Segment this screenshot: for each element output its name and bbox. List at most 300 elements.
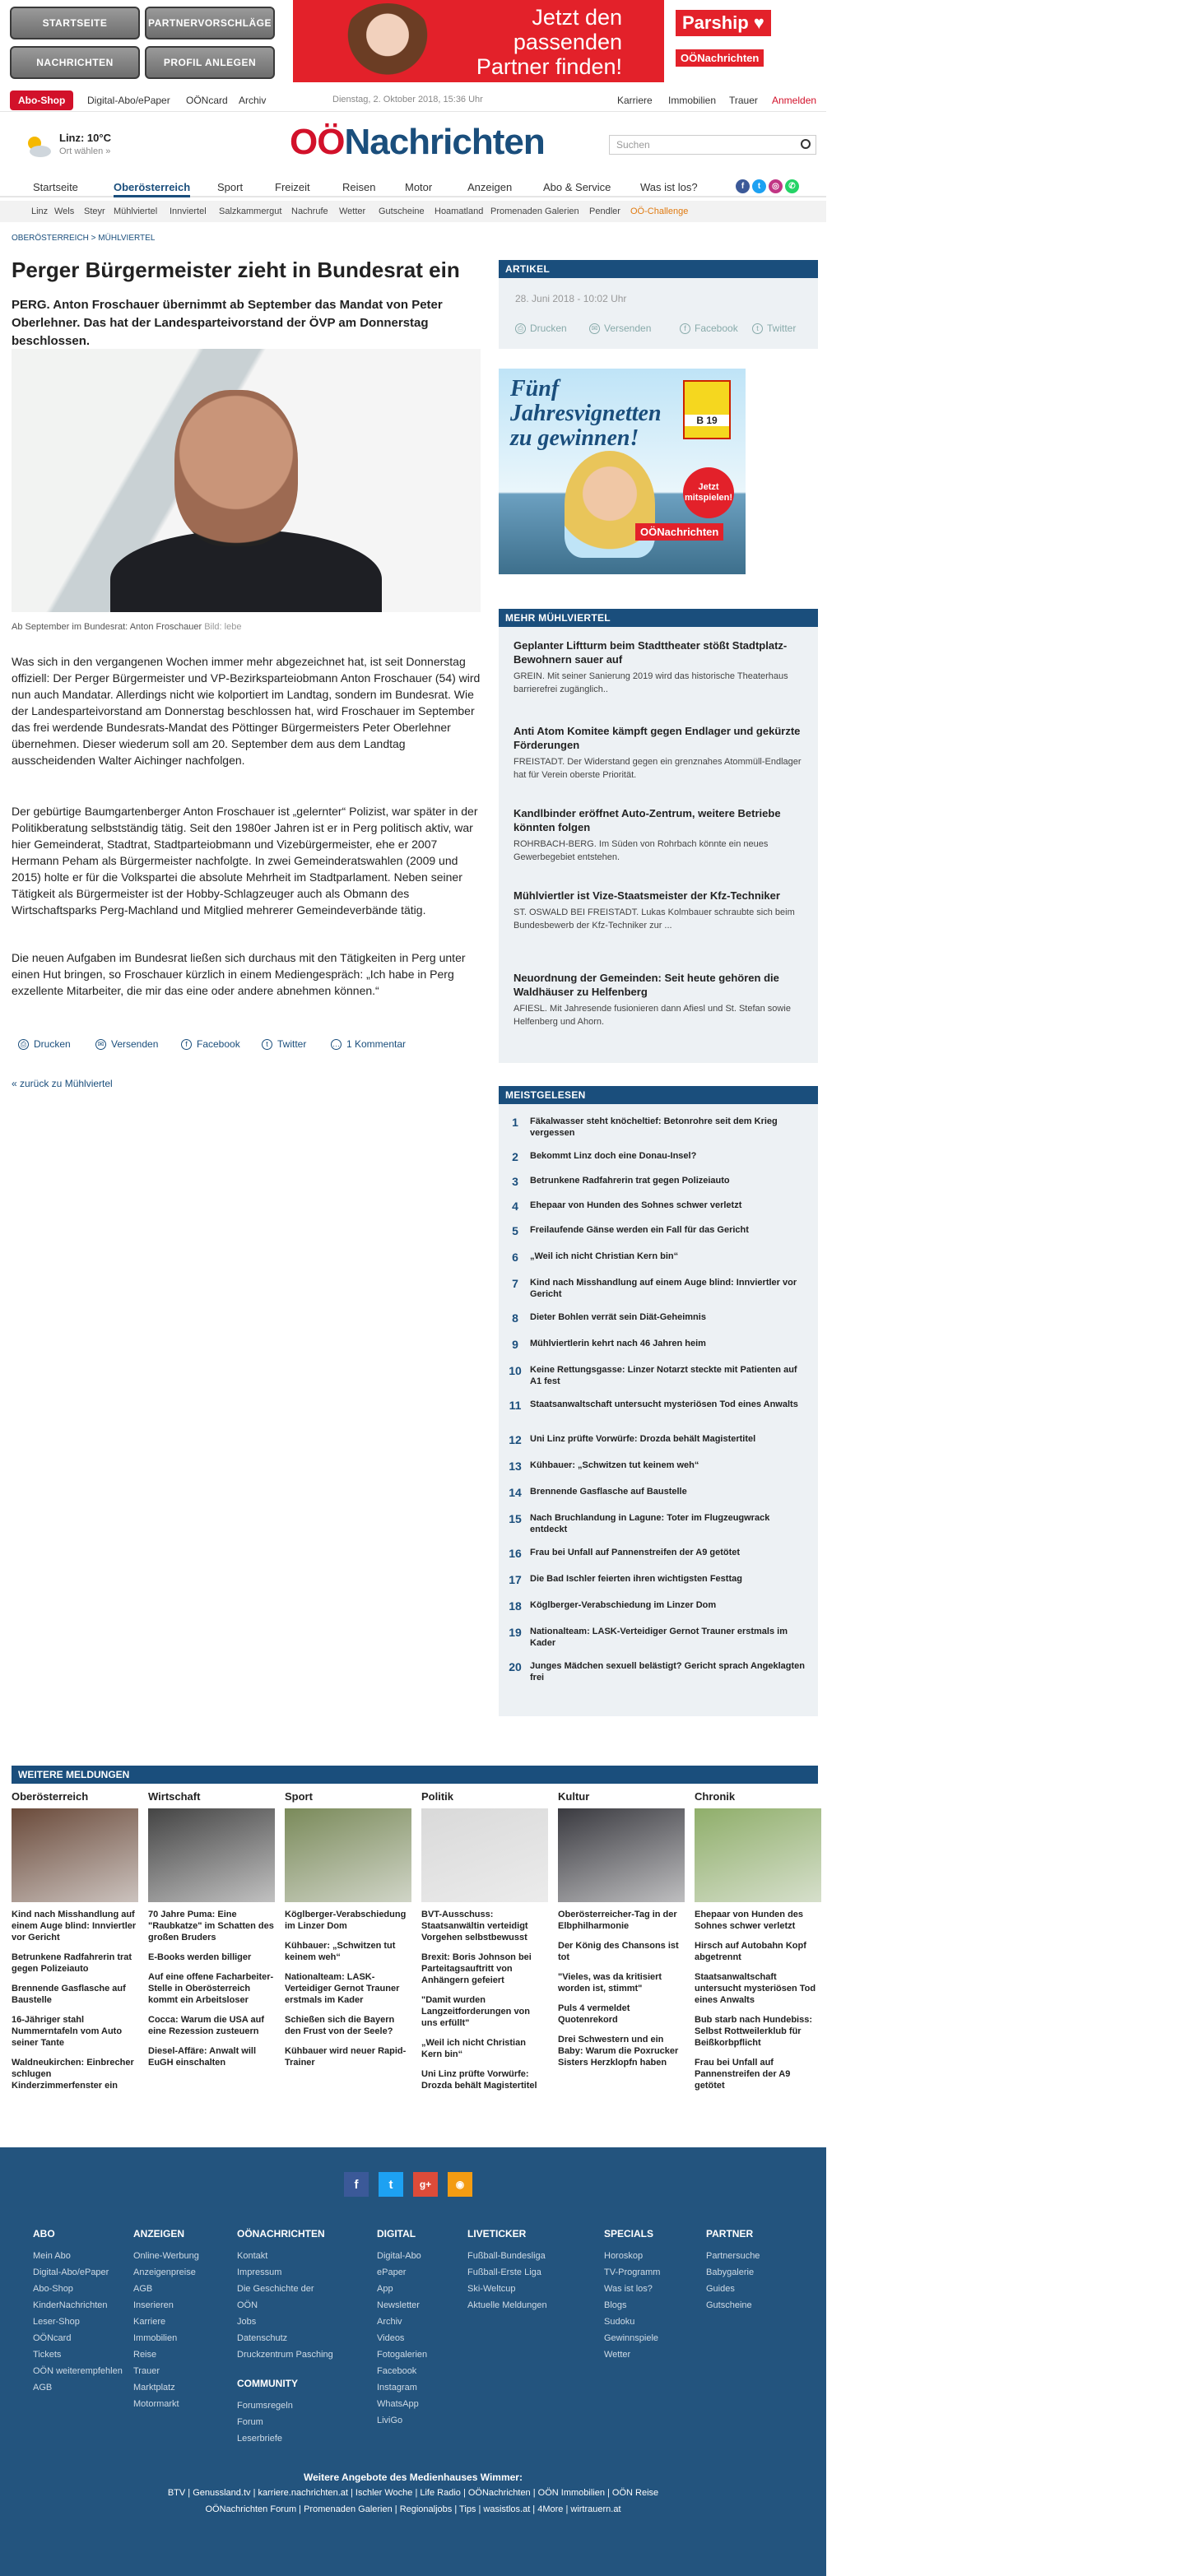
meistgelesen-item[interactable] [507,1311,811,1325]
footer-link[interactable]: Gewinnspiele [604,2333,659,2343]
footer-link[interactable]: Trauer [133,2366,160,2376]
meistgelesen-title: Uni Linz prüfte Vorwürfe: Drozda behält Magistertitel [530,1434,756,1444]
meistgelesen-title: Dieter Bohlen verrät sein Diät-Geheimnis [530,1312,706,1322]
meistgelesen-item[interactable] [507,1547,811,1560]
facebook-icon[interactable]: f [736,179,750,193]
mehr-item-text: Der Widerstand gegen ein grenznahes Atommüll-Endlager hat für Verein oberste Priorität. [514,757,802,780]
ad-girl-image [565,451,655,558]
footer-link[interactable]: Anzeigenpreise [133,2267,196,2277]
share-twitter-label: Twitter [277,1038,307,1050]
vignette-ad[interactable] [499,369,746,574]
subnav-linz[interactable]: Linz [31,207,49,216]
meistgelesen-item[interactable] [507,1512,811,1535]
footer-link[interactable]: Wetter [604,2350,631,2360]
mehr-item[interactable] [514,724,808,782]
share-print-label: Drucken [34,1038,71,1050]
weitere-item-link[interactable]: Schießen sich die Bayern den Frust von der Seele? [285,2015,395,2036]
search-icon[interactable] [801,139,811,149]
weitere-image[interactable] [558,1808,685,1902]
share-print-button[interactable] [18,1038,71,1050]
share-twitter-button[interactable] [262,1038,306,1050]
meistgelesen-item[interactable] [507,1116,811,1139]
mehr-item-title: Anti Atom Komitee kämpft gegen Endlager und gekürzte Förderungen [514,725,801,751]
footer-link[interactable]: Datenschutz [237,2333,288,2343]
weitere-item-link[interactable]: Betrunkene Radfahrerin trat gegen Polizeiauto [12,1952,132,1974]
meistgelesen-title: Brennende Gasflasche auf Baustelle [530,1487,687,1497]
twitter-icon[interactable]: t [752,179,766,193]
footer-col-heading: LIVETICKER [467,2228,527,2239]
weitere-item-link[interactable]: Köglberger-Verabschiedung im Linzer Dom [285,1910,407,1931]
footer-link[interactable]: TV-Programm [604,2267,661,2277]
share-facebook-label: Facebook [197,1038,240,1050]
weitere-category[interactable]: Wirtschaft [148,1790,201,1803]
print-icon: ⎙ [18,1039,29,1050]
mehr-item-teaser [514,670,808,696]
weitere-item-link[interactable]: Frau bei Unfall auf Pannenstreifen der A9 getötet [695,2058,791,2091]
footer-community-item[interactable]: Forum [237,2417,263,2427]
nav-was-ist-los[interactable]: Was ist los? [640,181,698,193]
footer-link[interactable]: AGB [133,2284,153,2294]
footer-link[interactable]: OÖN weiterempfehlen [33,2366,123,2376]
footer-link[interactable]: Aktuelle Meldungen [467,2300,547,2310]
footer-col [237,2228,336,2363]
weitere-category[interactable]: Chronik [695,1790,736,1803]
footer-col [604,2228,703,2363]
weitere-item-link[interactable]: Puls 4 vermeldet Quotenrekord [558,2003,630,2025]
article-photo[interactable] [12,349,481,612]
footer-link[interactable]: AGB [33,2383,53,2393]
footer-link[interactable]: Mein Abo [33,2251,71,2261]
meistgelesen-item[interactable] [507,1486,811,1499]
sidebar-email-icon: ✉ [589,323,600,334]
footer-community-item[interactable]: Forumsregeln [237,2401,293,2411]
main-navigation [0,179,826,197]
meistgelesen-title: Nationalteam: LASK-Verteidiger Gernot Trauner erstmals im Kader [530,1627,788,1648]
weather-sun-cloud-icon [23,132,53,161]
footer-googleplus-icon[interactable]: g+ [413,2172,438,2197]
mehr-item[interactable] [514,638,808,696]
weitere-image[interactable] [12,1808,138,1902]
meistgelesen-item[interactable] [507,1200,811,1213]
footer-link[interactable]: ePaper [377,2267,407,2277]
meistgelesen-title: Nach Bruchlandung in Lagune: Toter im Flugzeugwrack entdeckt [530,1513,770,1534]
weitere-meldungen-header: WEITERE MELDUNGEN [12,1766,818,1784]
meistgelesen-rank: 10 [509,1364,522,1377]
footer-link[interactable]: Fußball-Bundesliga [467,2251,546,2261]
mehr-item-teaser [514,755,808,782]
mehr-item-text: Mit Jahresende fusionieren dann Afiesl und St. Stefan sowie Helfenberg und Ahorn. [514,1004,791,1027]
subnav-innviertel[interactable]: Innviertel [170,207,207,216]
facebook-share-icon: f [181,1039,192,1050]
weitere-item-link[interactable]: Staatsanwaltschaft untersucht mysteriösen Tod eines Anwalts [695,1972,816,2005]
weitere-item-link[interactable]: Nationalteam: LASK-Verteidiger Gernot Trauner erstmals im Kader [285,1972,400,2005]
meistgelesen-rank: 8 [512,1311,518,1325]
meistgelesen-title: Keine Rettungsgasse: Linzer Notarzt steckte mit Patienten auf A1 fest [530,1365,797,1386]
footer-col-heading: ABO [33,2228,55,2239]
ad-woman-image [342,3,433,82]
mehr-item-title: Geplanter Liftturm beim Stadttheater stößt Stadtplatz-Bewohnern sauer auf [514,639,788,666]
footer-link[interactable]: Videos [377,2333,405,2343]
meistgelesen-title: Freilaufende Gänse werden ein Fall für das Gericht [530,1225,749,1235]
ad-play-badge: Jetzt mitspielen! [683,467,734,518]
footer-link[interactable]: Facebook [377,2366,417,2376]
meistgelesen-item[interactable] [507,1175,811,1188]
subnav-wels[interactable]: Wels [54,207,75,216]
weitere-col [148,1790,275,2068]
sidebar-twitter-icon: t [752,323,763,334]
meistgelesen-item[interactable] [507,1150,811,1163]
service-link-archiv[interactable]: Archiv [239,95,267,106]
article-paragraph-2: Der gebürtige Baumgartenberger Anton Froschauer ist „gelernter“ Polizist, war später in der Politikberatung selbstständig tätig. Seit den 1980er Jahren ist er in Perg politisch aktiv, war hier Gemeinderat, Stadtrat, Stadtparteiobmann und Vizebürgermeister, ehe er 2007 Hermann Peham als Bürgermeister nachfolgte. In zwei Gemeinderatswahlen (2009 und 2015) holte er für die Volkspartei die absolute Mehrheit im Stadtparlament. Neben seiner Tätigkeit als Bürgermeister ist der Hobby-Schlagzeuger auch als Obmann des Wirtschaftsparks Perg-Machland und Mitglied mehrerer Gemeindeverbände tätig. [12,805,478,917]
weitere-col [558,1790,685,2068]
mehr-item-place: FREISTADT. [514,757,565,767]
sidebar-print-label: Drucken [530,323,567,334]
meistgelesen-item[interactable] [507,1399,811,1412]
partner-startseite-button[interactable]: STARTSEITE [10,7,140,39]
sidebar-twitter-label: Twitter [767,323,797,334]
sidebar-print-icon: ⎙ [515,323,526,334]
ad-brand-box [662,0,790,82]
footer-link[interactable]: Digital-Abo/ePaper [33,2267,109,2277]
weitere-item-link[interactable]: Bub starb nach Hundebiss: Selbst Rottweilerklub für Beißkorbpflicht [695,2015,813,2048]
footer-partner-links-2[interactable]: OÖNachrichten Forum | Promenaden Galerien | Regionaljobs | Tips | wasistlos.at | 4More | wirtrauern.at [205,2504,621,2514]
sidebar-print-button[interactable] [515,323,567,334]
vignette-plate: B 19 [685,415,729,426]
footer-col-heading: DIGITAL [377,2228,416,2239]
meistgelesen-item[interactable] [507,1224,811,1237]
sub-navigation [0,201,826,222]
subnav-steyr[interactable]: Steyr [84,207,105,216]
weitere-category[interactable]: Oberösterreich [12,1790,89,1803]
current-date: Dienstag, 2. Oktober 2018, 15:36 Uhr [332,95,483,104]
weitere-item-link[interactable]: Hirsch auf Autobahn Kopf abgetrennt [695,1941,806,1962]
footer-facebook-icon[interactable]: f [344,2172,369,2197]
parship-logo: Parship ♥ [676,10,771,36]
weitere-image[interactable] [148,1808,275,1902]
sidebar-email-label: Versenden [604,323,652,334]
search-input[interactable] [609,135,816,155]
article-paragraph-1: Was sich in den vergangenen Wochen immer mehr abgezeichnet hat, ist seit Donnerstag offiziell: Der Perger Bürgermeister und VP-Bezirksparteiobmann Anton Froschauer (54) wird nun auch Mandatar. Allerdings nicht wie kolportiert im Landtag, sondern im Bundesrat. Wie der Landesparteivorstand am Donnerstag beschlossen hat, wird Froschauer im September das frei werdende Bundesrats-Mandat des Pöttinger Bürgermeisters Peter Oberlehner übernehmen. Dieser wiederum soll am 20. September dem aus dem Landtag ausscheidenden Walter Aichinger nachfolgen. [12,655,481,767]
footer-link[interactable]: OÖNcard [33,2333,72,2343]
footer-link[interactable]: Impressum [237,2267,282,2277]
footer-link[interactable]: Abo-Shop [33,2284,73,2294]
footer-link[interactable]: Fußball-Erste Liga [467,2267,541,2277]
footer-link[interactable]: Inserieren [133,2300,174,2310]
caption-text: Ab September im Bundesrat: Anton Froschauer [12,622,202,632]
weitere-item-link[interactable]: Kind nach Misshandlung auf einem Auge blind: Innviertler vor Gericht [12,1910,137,1942]
subnav-wetter[interactable]: Wetter [339,207,366,216]
meistgelesen-rank: 3 [512,1175,518,1188]
subnav-promenaden[interactable]: Promenaden Galerien [490,207,579,216]
footer-col-heading: OÖNACHRICHTEN [237,2228,325,2239]
subnav-gutscheine[interactable]: Gutscheine [379,207,425,216]
meistgelesen-rank: 9 [512,1338,518,1351]
weitere-item-link[interactable]: Drei Schwestern und ein Baby: Warum die Poxrucker Sisters Herzklopfn haben [558,2035,679,2068]
footer-link[interactable]: Druckzentrum Pasching [237,2350,333,2360]
footer-col [377,2228,476,2429]
meistgelesen-title: Frau bei Unfall auf Pannenstreifen der A9 getötet [530,1548,741,1557]
weitere-category[interactable]: Politik [421,1790,454,1803]
meistgelesen-rank: 2 [512,1150,518,1163]
service-link-immobilien[interactable]: Immobilien [668,95,717,106]
meistgelesen-title: Staatsanwaltschaft untersucht mysteriösen Tod eines Anwalts [530,1399,798,1409]
meistgelesen-title: Ehepaar von Hunden des Sohnes schwer verletzt [530,1200,742,1210]
footer-link[interactable]: LiviGo [377,2416,403,2425]
weitere-item-link[interactable]: Kühbauer wird neuer Rapid-Trainer [285,2046,407,2068]
mehr-item[interactable] [514,889,808,932]
nav-abo-service[interactable]: Abo & Service [543,181,611,193]
email-icon: ✉ [95,1039,106,1050]
meistgelesen-item[interactable] [507,1277,811,1300]
weitere-category[interactable]: Kultur [558,1790,590,1803]
sidebar-mehr-header: MEHR MÜHLVIERTEL [499,609,818,627]
article-paragraph-3: Die neuen Aufgaben im Bundesrat ließen sich durchaus mit den Tätigkeiten in Perg unter einen Hut bringen, so Froschauer kürzlich in einem Mediengespräch: „Ich habe in Perg exzellente Mitarbeiter, die mir das eine oder andere abnehmen können.“ [12,951,466,997]
meistgelesen-title: Kind nach Misshandlung auf einem Auge blind: Innviertler vor Gericht [530,1278,797,1299]
weitere-item-link[interactable]: 16-Jähriger stahl Nummerntafeln vom Auto seiner Tante [12,2015,123,2048]
partner-profil-button[interactable]: PROFIL ANLEGEN [145,46,275,79]
footer-link[interactable]: Motormarkt [133,2399,179,2409]
partner-vorschlaege-button[interactable]: PARTNERVORSCHLÄGE [145,7,275,39]
vignette-sticker [683,380,731,439]
footer-link[interactable]: Die Geschichte der OÖN [237,2284,314,2310]
weitere-item-link[interactable]: Kühbauer: „Schwitzen tut keinem weh“ [285,1941,396,1962]
weitere-item-link[interactable]: Brennende Gasflasche auf Baustelle [12,1984,126,2005]
nav-oberoesterreich[interactable]: Oberösterreich [114,181,190,197]
weitere-category[interactable]: Sport [285,1790,313,1803]
top-ad-bar [0,0,826,82]
service-link-trauer[interactable]: Trauer [729,95,758,106]
weitere-item-link[interactable]: E-Books werden billiger [148,1952,252,1962]
footer-col [133,2228,232,2412]
mehr-item-place: ST. OSWALD BEI FREISTADT. [514,907,639,917]
footer-link[interactable]: Fotogalerien [377,2350,428,2360]
article-date: 28. Juni 2018 - 10:02 Uhr [515,293,627,304]
article-lead: PERG. Anton Froschauer übernimmt ab September das Mandat von Peter Oberlehner. Das hat der Landesparteivorstand der ÖVP am Donnerstag beschlossen. [12,298,443,348]
footer-col-community [237,2378,336,2447]
share-facebook-button[interactable] [181,1038,240,1050]
weitere-item-link[interactable]: Ehepaar von Hunden des Sohnes schwer verletzt [695,1910,804,1931]
meistgelesen-rank: 12 [509,1433,522,1446]
weitere-image[interactable] [285,1808,411,1902]
footer-link[interactable]: Guides [706,2284,735,2294]
meistgelesen-rank: 11 [509,1399,522,1412]
meistgelesen-title: Kühbauer: „Schwitzen tut keinem weh“ [530,1460,699,1470]
abo-shop-button[interactable]: Abo-Shop [10,91,73,110]
footer-link[interactable]: Marktplatz [133,2383,175,2393]
mehr-item[interactable] [514,806,808,864]
meistgelesen-title: Die Bad Ischler feierten ihren wichtigsten Festtag [530,1574,742,1584]
weitere-item-link[interactable]: Oberösterreicher-Tag in der Elbphilharmonie [558,1910,677,1931]
weather-location-select[interactable]: Ort wählen » [59,146,111,156]
weitere-item-link[interactable]: Auf eine offene Facharbeiter-Stelle in Oberösterreich kommt ein Arbeitsloser [148,1972,274,2005]
back-to-muehlviertel-link[interactable]: « zurück zu Mühlviertel [12,1078,113,1089]
meistgelesen-item[interactable] [507,1573,811,1586]
parship-ad-banner[interactable] [293,0,790,82]
footer-link[interactable]: Leser-Shop [33,2317,80,2327]
weitere-col [421,1790,548,2091]
photo-person-head [174,390,298,546]
login-link[interactable]: Anmelden [772,95,817,106]
service-link-oencard[interactable]: OÖNcard [186,95,228,106]
footer-link[interactable]: Instagram [377,2383,417,2393]
footer-link[interactable]: Digital-Abo [377,2251,421,2261]
weitere-image[interactable] [421,1808,548,1902]
mehr-item-title: Mühlviertler ist Vize-Staatsmeister der Kfz-Techniker [514,889,780,902]
search-placeholder: Suchen [616,139,650,151]
footer-link[interactable]: Kontakt [237,2251,268,2261]
meistgelesen-item[interactable] [507,1460,811,1473]
meistgelesen-rank: 18 [509,1599,522,1613]
meistgelesen-item[interactable] [507,1626,811,1649]
footer-link[interactable]: Online-Werbung [133,2251,199,2261]
footer-col [33,2228,132,2396]
footer-col-heading: SPECIALS [604,2228,654,2239]
subnav-pendler[interactable]: Pendler [589,207,620,216]
footer-link[interactable]: Immobilien [133,2333,178,2343]
footer-link[interactable]: Horoskop [604,2251,644,2261]
mehr-item-place: GREIN. [514,671,545,681]
service-bar [0,86,826,112]
weitere-item-link[interactable]: „Weil ich nicht Christian Kern bin“ [421,2038,526,2059]
meistgelesen-rank: 4 [512,1200,518,1213]
breadcrumb[interactable]: OBERÖSTERREICH > MÜHLVIERTEL [12,234,156,243]
nav-reisen[interactable]: Reisen [342,181,376,193]
footer-col [467,2228,566,2314]
footer-link[interactable]: Newsletter [377,2300,420,2310]
vignette-ad-title: Fünf Jahresvignetten zu gewinnen! [510,376,662,451]
meistgelesen-rank: 5 [512,1224,518,1237]
comments-button[interactable] [331,1038,406,1050]
ad-sponsor-logo: OÖNachrichten [676,49,764,67]
footer-twitter-icon[interactable]: t [379,2172,403,2197]
sidebar-artikel-box [499,278,818,349]
article-title: Perger Bürgermeister zieht in Bundesrat ein [12,258,460,282]
footer-link[interactable]: Sudoku [604,2317,635,2327]
meistgelesen-rank: 6 [512,1251,518,1264]
site-logo[interactable] [290,122,545,163]
footer-link[interactable]: KinderNachrichten [33,2300,108,2310]
comments-label: 1 Kommentar [346,1038,407,1050]
weitere-item-link[interactable]: Brexit: Boris Johnson bei Parteitagsauftritt von Anhängern gefeiert [421,1952,532,1985]
footer-link[interactable]: Archiv [377,2317,402,2327]
subnav-challenge[interactable]: OÖ-Challenge [630,207,689,216]
ad-text: Jetzt den passenden Partner finden! [476,5,622,79]
sidebar-email-button[interactable] [589,323,651,334]
meistgelesen-rank: 15 [509,1512,522,1525]
meistgelesen-title: Fäkalwasser steht knöcheltief: Betonrohre seit dem Krieg vergessen [530,1116,778,1138]
meistgelesen-item[interactable] [507,1660,811,1683]
weitere-item-link[interactable]: Der König des Chansons ist tot [558,1941,679,1962]
sidebar-twitter-button[interactable] [752,323,796,334]
footer-link[interactable]: Ski-Weltcup [467,2284,516,2294]
weitere-item-link[interactable]: BVT-Ausschuss: Staatsanwältin verteidigt Vorgehen selbstbewusst [421,1910,528,1942]
sidebar-artikel-header: ARTIKEL [499,260,818,278]
share-email-button[interactable] [95,1038,158,1050]
nav-sport[interactable]: Sport [217,181,244,193]
footer-link[interactable]: Babygalerie [706,2267,755,2277]
mehr-item-text: Lukas Kolmbauer schraubte sich beim Bundesbewerb der Kfz-Techniker zur ... [514,907,795,931]
nav-freizeit[interactable]: Freizeit [275,181,310,193]
subnav-salzkammergut[interactable]: Salzkammergut [219,207,282,216]
footer-partner-links-1[interactable]: BTV | Genussland.tv | karriere.nachrichten.at | Ischler Woche | Life Radio | OÖNachrichten | OÖN Immobilien | OÖN Reise [167,2488,659,2498]
mehr-item-teaser [514,906,808,932]
subnav-nachrufe[interactable]: Nachrufe [291,207,328,216]
mehr-item-text: Mit seiner Sanierung 2019 wird das historische Theaterhaus barrierefrei zugänglich.. [514,671,788,694]
meistgelesen-rank: 16 [509,1547,522,1560]
footer-link[interactable]: Tickets [33,2350,62,2360]
footer-community-heading: COMMUNITY [237,2378,298,2389]
weitere-item-link[interactable]: Cocca: Warum die USA auf eine Rezession zusteuern [148,2015,264,2036]
logo-part-blue: Nachrichten [344,122,545,162]
meistgelesen-item[interactable] [507,1338,811,1351]
weitere-item-link[interactable]: "Vieles, was da kritisiert worden ist, stimmt" [558,1972,662,1993]
service-link-digital[interactable]: Digital-Abo/ePaper [87,95,170,106]
mehr-item-teaser [514,838,808,864]
footer-link[interactable]: Gutscheine [706,2300,752,2310]
mehr-item-title: Neuordnung der Gemeinden: Seit heute gehören die Waldhäuser zu Helfenberg [514,972,779,998]
mehr-item[interactable] [514,971,808,1028]
nav-anzeigen[interactable]: Anzeigen [467,181,513,193]
meistgelesen-title: Mühlviertlerin kehrt nach 46 Jahren heim [530,1339,706,1348]
footer-link[interactable]: Jobs [237,2317,257,2327]
meistgelesen-rank: 14 [509,1486,522,1499]
subnav-muehlviertel[interactable]: Mühlviertel [114,207,158,216]
footer-col [706,2228,805,2314]
weather-temperature[interactable]: Linz: 10°C [59,132,111,144]
service-link-karriere[interactable]: Karriere [617,95,653,106]
meistgelesen-item[interactable] [507,1364,811,1387]
footer-community-item[interactable]: Leserbriefe [237,2434,283,2444]
sidebar-facebook-button[interactable] [680,323,738,334]
meistgelesen-title: Betrunkene Radfahrerin trat gegen Polizeiauto [530,1176,730,1186]
ad-brand: OÖNachrichten [635,523,723,541]
meistgelesen-title: Köglberger-Verabschiedung im Linzer Dom [530,1600,717,1610]
footer-link[interactable]: Was ist los? [604,2284,653,2294]
subnav-hoamatland[interactable]: Hoamatland [434,207,484,216]
share-email-label: Versenden [111,1038,159,1050]
footer-link[interactable]: Partnersuche [706,2251,760,2261]
partner-nachrichten-button[interactable]: NACHRICHTEN [10,46,140,79]
whatsapp-icon[interactable]: ✆ [785,179,799,193]
footer-link[interactable]: Reise [133,2350,157,2360]
meistgelesen-rank: 13 [509,1460,522,1473]
meistgelesen-item[interactable] [507,1433,811,1446]
meistgelesen-item[interactable] [507,1599,811,1613]
nav-startseite[interactable]: Startseite [33,181,78,193]
footer-rss-icon[interactable]: ◉ [448,2172,472,2197]
weitere-item-link[interactable]: Waldneukirchen: Einbrecher schlugen Kinderzimmerfenster ein [12,2058,134,2091]
meistgelesen-rank: 19 [509,1626,522,1639]
footer-link[interactable]: App [377,2284,393,2294]
weitere-item-link[interactable]: Uni Linz prüfte Vorwürfe: Drozda behält Magistertitel [421,2069,537,2091]
caption-credit: Bild: lebe [204,622,242,632]
weitere-image[interactable] [695,1808,821,1902]
mehr-item-text: Im Süden von Rohrbach könnte ein neues Gewerbegebiet entstehen. [514,839,769,862]
meistgelesen-title: Bekommt Linz doch eine Donau-Insel? [530,1151,697,1161]
footer-link[interactable]: Blogs [604,2300,627,2310]
weitere-item-link[interactable]: 70 Jahre Puma: Eine "Raubkatze" im Schatten des großen Bruders [148,1910,274,1942]
footer-link[interactable]: WhatsApp [377,2399,419,2409]
footer-link[interactable]: Karriere [133,2317,166,2327]
nav-motor[interactable]: Motor [405,181,433,193]
footer-col-heading: PARTNER [706,2228,754,2239]
meistgelesen-item[interactable] [507,1251,811,1264]
instagram-icon[interactable]: ◎ [769,179,783,193]
weitere-item-link[interactable]: Diesel-Affäre: Anwalt will EuGH einschalten [148,2046,257,2068]
twitter-share-icon: t [262,1039,272,1050]
weitere-item-link[interactable]: "Damit wurden Langzeitforderungen von uns erfüllt" [421,1995,530,2028]
mehr-item-teaser [514,1002,808,1028]
